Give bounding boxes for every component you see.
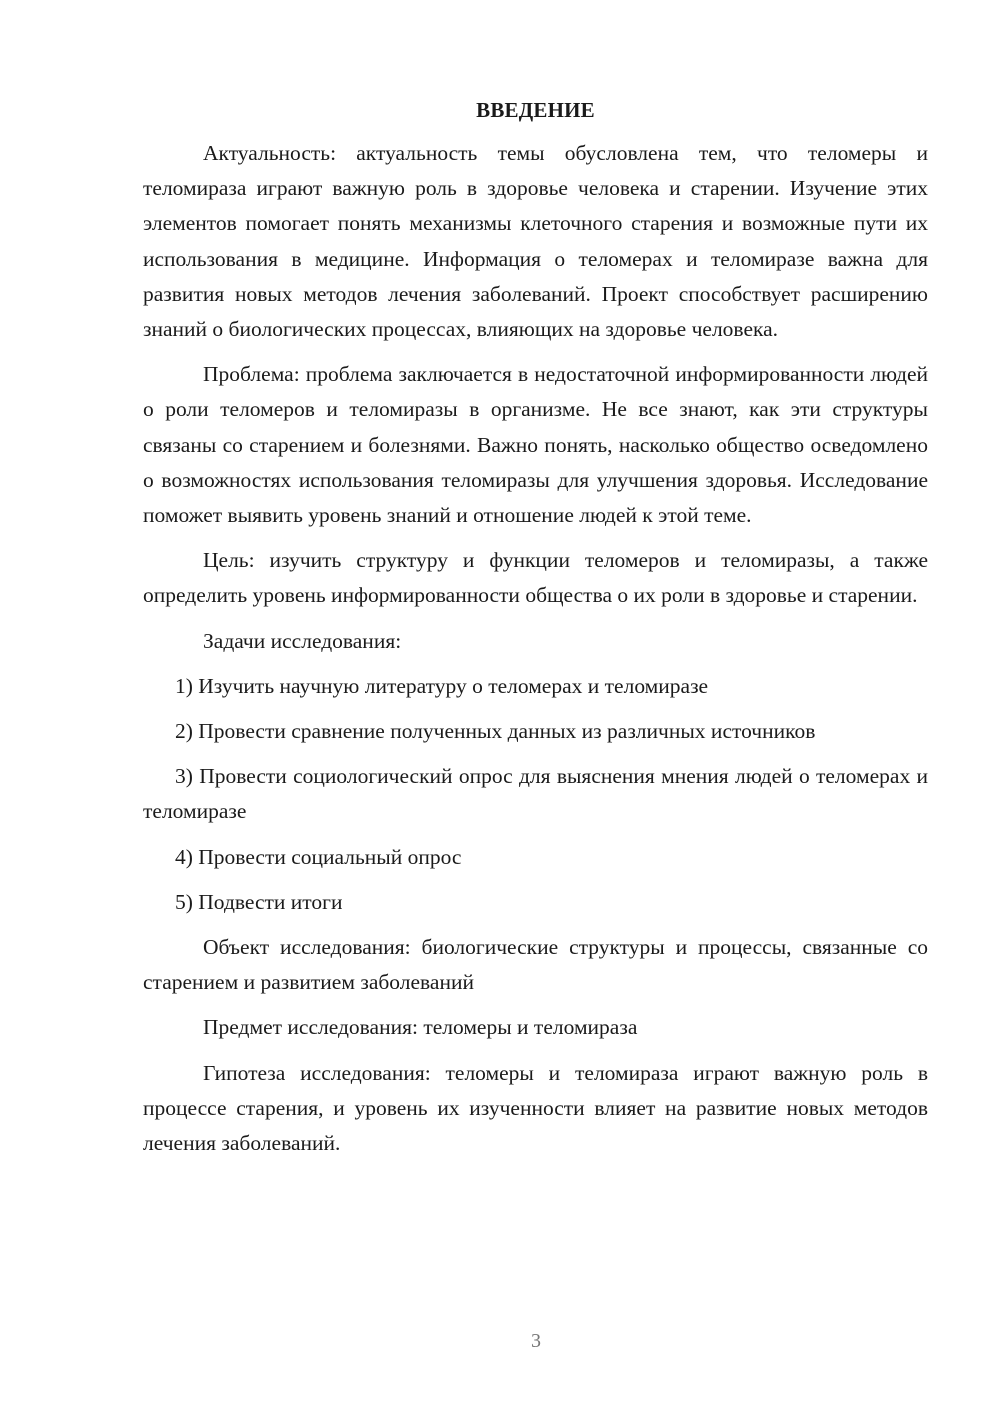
subject-paragraph: Предмет исследования: теломеры и теломираза (203, 1015, 638, 1040)
tasks-heading: Задачи исследования: (203, 628, 402, 653)
task-item: 1) Изучить научную литературу о теломерах и теломиразе (175, 673, 709, 698)
task-item: 5) Подвести итоги (175, 889, 343, 914)
goal-paragraph: Цель: изучить структуру и функции теломеров и теломиразы, а также определить уровень информированности общества о их роли в здоровье и старении. (143, 548, 928, 608)
problem-paragraph: Проблема: проблема заключается в недостаточной информированности людей о роли теломеров и теломиразы в организме. Не все знают, как эти структуры связаны со старением и болезнями. Важно понять, насколько общество осведомлено о возможностях использования теломиразы для улучшения здоровья. Исследование поможет выявить уровень знаний и отношение людей к этой теме. (143, 362, 928, 528)
hypothesis-paragraph: Гипотеза исследования: теломеры и теломираза играют важную роль в процессе старения, и уровень их изученности влияет на развитие новых методов лечения заболеваний. (143, 1060, 928, 1156)
section-title: ВВЕДЕНИЕ (476, 98, 595, 122)
object-paragraph: Объект исследования: биологические структуры и процессы, связанные со старением и развитием заболеваний (143, 935, 928, 995)
page-number: 3 (531, 1330, 541, 1352)
relevance-paragraph: Актуальность: актуальность темы обусловлена тем, что теломеры и теломираза играют важную роль в здоровье человека и старении. Изучение этих элементов помогает понять механизмы клеточного старения и возможные пути их использования в медицине. Информация о теломерах и теломиразе важна для развития новых методов лечения заболеваний. Проект способствует расширению знаний о биологических процессах, влияющих на здоровье человека. (143, 141, 928, 342)
task-item: 2) Провести сравнение полученных данных из различных источников (175, 719, 816, 744)
task-item: 4) Провести социальный опрос (175, 844, 462, 869)
page-content (143, 92, 928, 1171)
tasks-list (143, 669, 928, 920)
task-item: 3) Провести социологический опрос для выяснения мнения людей о теломерах и теломиразе (143, 764, 928, 824)
